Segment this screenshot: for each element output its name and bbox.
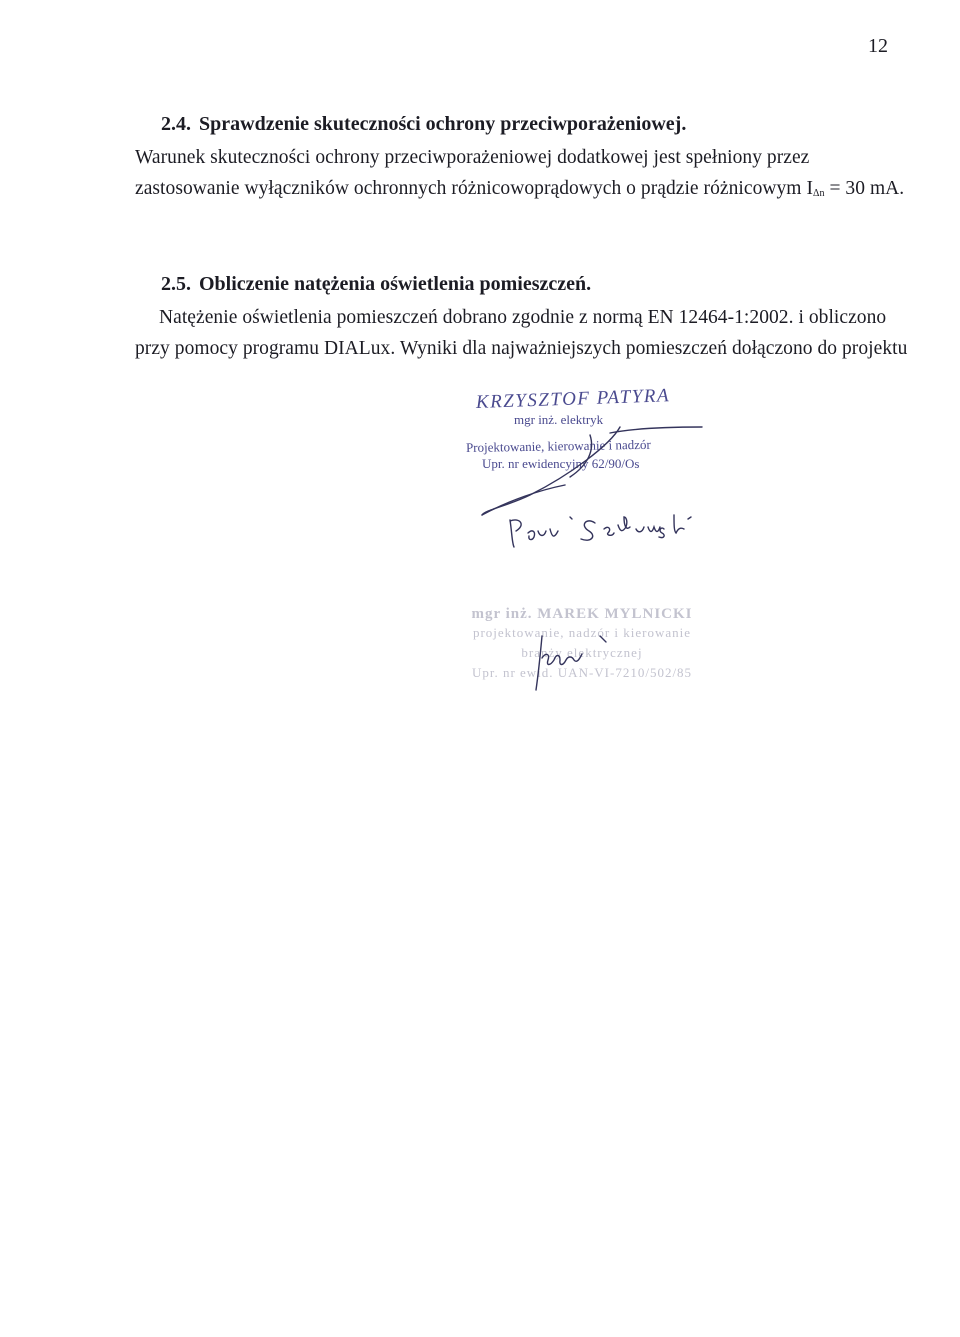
section-2-4 [135,112,910,209]
section-title: Sprawdzenie skuteczności ochrony przeciwporażeniowej. [199,113,687,135]
paragraph-text: = 30 mA. [824,178,905,199]
stamp-line: Projektowanie, kierowanie i nadzór [465,436,651,455]
handwritten-signatures [470,405,730,555]
signature-stroke [604,515,691,538]
section-heading [161,112,910,136]
handwritten-signature [520,628,640,698]
stamp-line: Upr. nr ewid. UAN-VI-7210/502/85 [471,665,693,680]
paragraph-text: zastosowanie wyłączników ochronnych różnicowoprądowych o prądzie różnicowym I [135,178,813,199]
section-paragraph [135,302,910,364]
paragraph-line: Warunek skuteczności ochrony przeciwporażeniowej dodatkowej jest spełniony przez [135,147,810,168]
section-title: Obliczenie natężenia oświetlenia pomieszczeń. [199,273,592,295]
page-number: 12 [868,35,888,57]
stamp-line: projektowanie, nadzór i kierowanie [472,625,692,640]
subscript: Δn [813,188,825,199]
signature-stroke [510,520,521,547]
signature-stroke [581,521,595,540]
paragraph-line: przy pomocy programu DIALux. Wyniki dla najważniejszych pomieszczeń dołączono do projektu [135,338,908,359]
section-number: 2.4. [161,113,191,135]
signature-stroke [482,427,620,515]
signature-stroke [542,654,582,665]
signature-stroke [528,529,558,540]
signature-stroke [570,435,592,477]
stamp-title: mgr inż. elektryk [514,412,604,427]
signature-stroke [482,485,565,515]
signature-stroke [570,517,572,519]
signature-stroke [610,427,702,433]
signature-stroke [536,636,542,690]
section-number: 2.5. [161,273,191,295]
section-paragraph [135,142,910,209]
paragraph-line [135,173,910,209]
paragraph-line: Natężenie oświetlenia pomieszczeń dobrano zgodnie z normą EN 12464-1:2002. i obliczono [159,307,887,328]
signature-stroke [600,636,606,642]
stamp-line: Upr. nr ewidencyjny 62/90/Os [482,456,640,471]
stamp-name: KRZYSZTOF PATYRA [475,385,671,413]
stamp-name: mgr inż. MAREK MYLNICKI [471,606,693,622]
section-2-5 [135,272,910,364]
section-heading [161,272,910,296]
stamp-line: branży elektrycznej [521,645,643,660]
